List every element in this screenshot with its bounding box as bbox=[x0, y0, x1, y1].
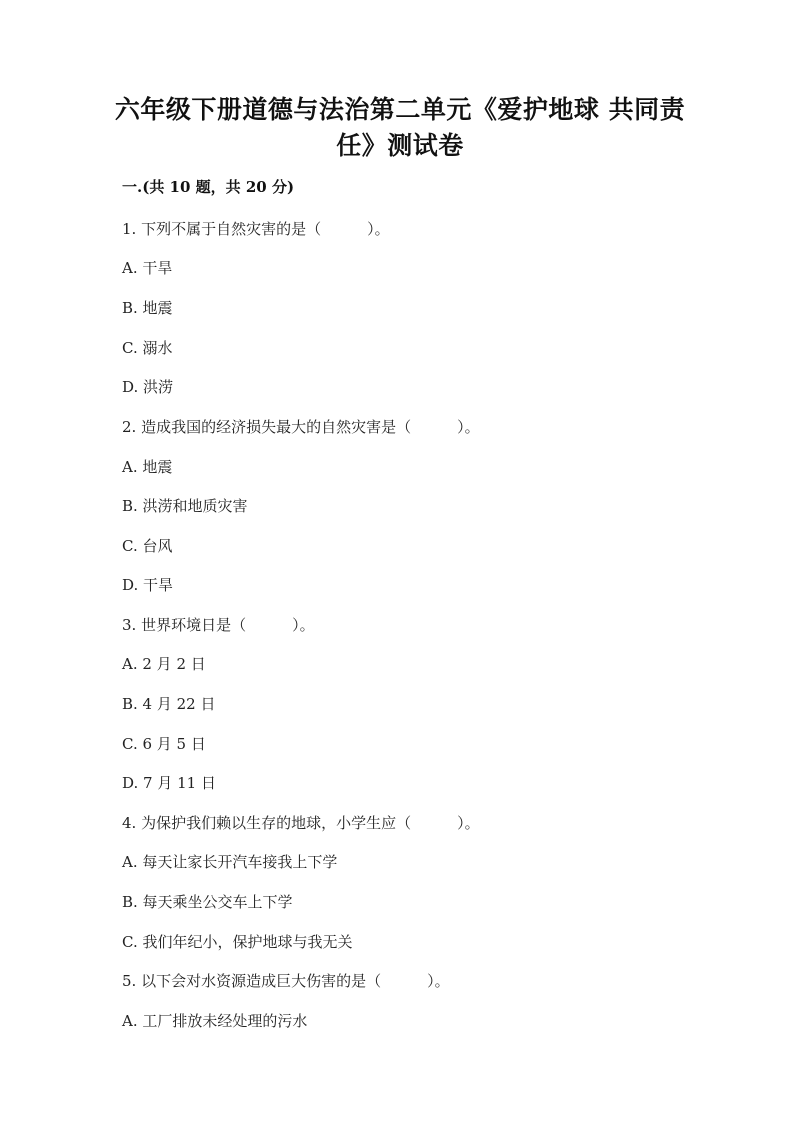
option-item: C. 6 月 5 日 bbox=[122, 735, 206, 753]
title-line-2: 任》测试卷 bbox=[336, 131, 464, 160]
option-item: D. 干旱 bbox=[122, 576, 174, 594]
option-item: B. 每天乘坐公交车上下学 bbox=[122, 893, 293, 911]
option-item: A. 2 月 2 日 bbox=[122, 655, 206, 673]
option-item: A. 地震 bbox=[122, 458, 173, 476]
question-stem: 4. 为保护我们赖以生存的地球，小学生应（ ）。 bbox=[122, 814, 480, 832]
option-item: D. 7 月 11 日 bbox=[122, 774, 216, 792]
option-item: C. 台风 bbox=[122, 537, 173, 555]
question-stem: 2. 造成我国的经济损失最大的自然灾害是（ ）。 bbox=[122, 418, 480, 436]
question-stem: 5. 以下会对水资源造成巨大伤害的是（ ）。 bbox=[122, 972, 450, 990]
option-item: C. 我们年纪小，保护地球与我无关 bbox=[122, 933, 353, 951]
option-item: A. 工厂排放未经处理的污水 bbox=[122, 1012, 308, 1030]
option-item: C. 溺水 bbox=[122, 339, 173, 357]
option-item: D. 洪涝 bbox=[122, 378, 174, 396]
title-line-1: 六年级下册道德与法治第二单元《爱护地球 共同责 bbox=[114, 95, 686, 124]
section-header: 一.(共 10 题，共 20 分) bbox=[122, 178, 295, 196]
option-item: B. 4 月 22 日 bbox=[122, 695, 216, 713]
question-stem: 1. 下列不属于自然灾害的是（ ）。 bbox=[122, 220, 390, 238]
page-title bbox=[110, 92, 690, 164]
option-item: B. 地震 bbox=[122, 299, 173, 317]
option-item: B. 洪涝和地质灾害 bbox=[122, 497, 248, 515]
option-item: A. 干旱 bbox=[122, 259, 173, 277]
option-item: A. 每天让家长开汽车接我上下学 bbox=[122, 853, 338, 871]
question-stem: 3. 世界环境日是（ ）。 bbox=[122, 616, 315, 634]
